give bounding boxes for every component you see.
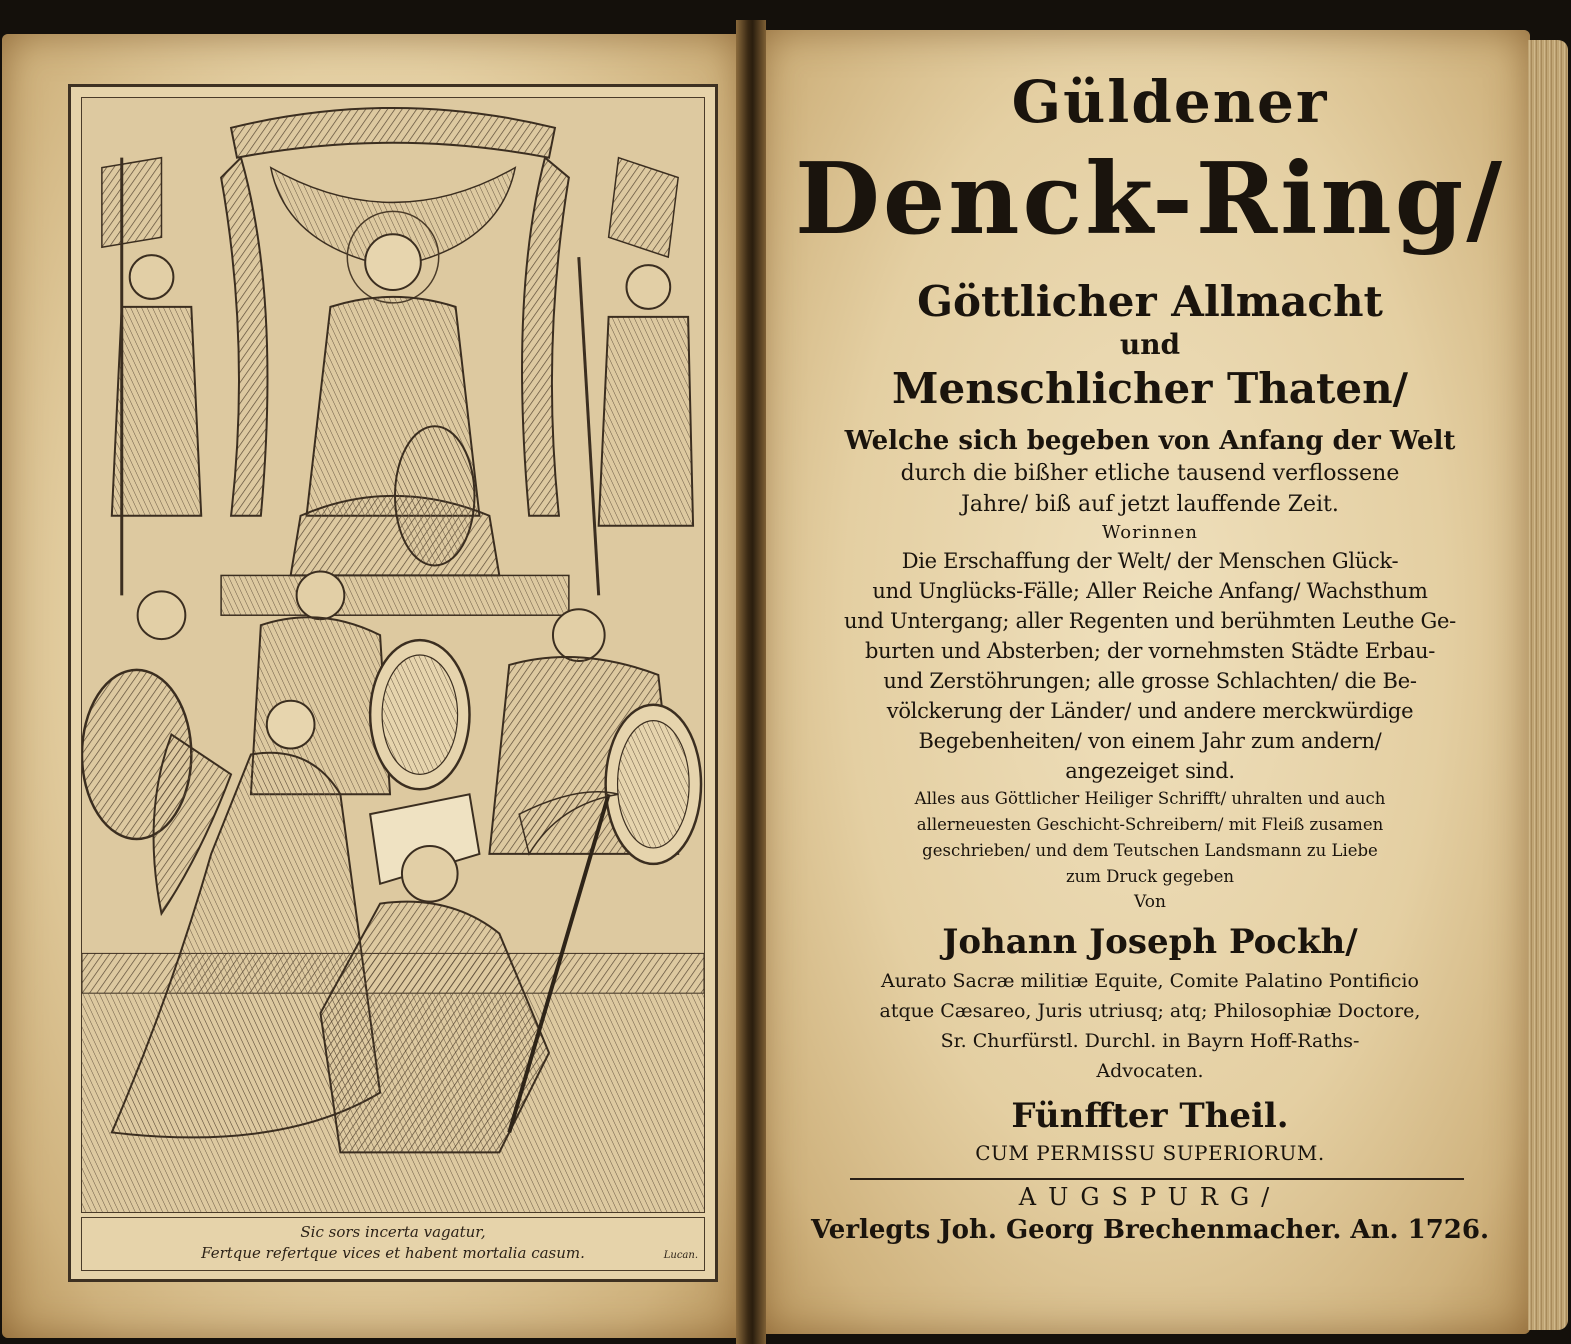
author-title-line: atque Cæsareo, Juris utriusq; atq; Philosophiæ Doctore, — [879, 1000, 1421, 1022]
author-titles — [790, 966, 1510, 1086]
contents-line: Begebenheiten/ von einem Jahr zum andern/ — [918, 729, 1382, 753]
title-page-text — [790, 70, 1510, 1248]
author-title-line: Aurato Sacræ militiæ Equite, Comite Palatino Pontificio — [881, 970, 1419, 992]
sources-line: allerneuesten Geschicht-Schreibern/ mit Fleiß zusamen — [916, 815, 1384, 834]
author-name: Johann Joseph Pockh/ — [942, 922, 1358, 962]
title-line-1: Güldener — [1011, 68, 1329, 136]
subtitle-line-2: Menschlicher Thaten/ — [892, 364, 1408, 413]
contents-line: angezeiget sind. — [1065, 759, 1235, 783]
caption-line-1: Sic sors incerta vagatur, — [300, 1223, 486, 1241]
description-line-3: Jahre/ biß auf jetzt lauffende Zeit. — [961, 492, 1339, 517]
page-edges — [1528, 40, 1568, 1330]
title-line-2: Denck-Ring/ — [794, 142, 1506, 257]
caption-signature: Lucan. — [663, 1250, 698, 1261]
engraving-image — [81, 97, 705, 1213]
imprint-rule — [850, 1178, 1464, 1180]
imprint-place: AUGSPURG/ — [1018, 1183, 1282, 1211]
contents-line: Die Erschaffung der Welt/ der Menschen Glück- — [901, 549, 1399, 573]
contents-line: und Untergang; aller Regenten und berühmten Leuthe Ge- — [844, 609, 1456, 633]
part-label: Fünffter Theil. — [1011, 1096, 1289, 1136]
author-title-line: Advocaten. — [1096, 1060, 1204, 1082]
contents-line: und Unglücks-Fälle; Aller Reiche Anfang/ Wachsthum — [872, 579, 1428, 603]
von-label: Von — [1134, 892, 1166, 912]
subtitle-line-1: Göttlicher Allmacht — [917, 277, 1383, 326]
sources-line: geschrieben/ und dem Teutschen Landsmann zu Liebe — [922, 841, 1378, 860]
subtitle-und: und — [1119, 328, 1181, 361]
contents-line: völckerung der Länder/ und andere merckwürdige — [886, 699, 1414, 723]
engraving-illustration — [82, 98, 704, 1212]
sources-paragraph — [790, 786, 1510, 890]
author-title-line: Sr. Churfürstl. Durchl. in Bayrn Hoff-Raths- — [940, 1030, 1360, 1052]
contents-line: burten und Absterben; der vornehmsten Städte Erbau- — [864, 639, 1436, 663]
description-line-1: Welche sich begeben von Anfang der Welt — [844, 426, 1456, 456]
contents-paragraph — [790, 546, 1510, 786]
book-gutter — [736, 20, 766, 1344]
description-line-2: durch die bißher etliche tausend verflossene — [900, 461, 1400, 486]
frontispiece-engraving — [68, 84, 718, 1282]
sources-line: Alles aus Göttlicher Heiliger Schrifft/ uhralten und auch — [914, 789, 1386, 808]
contents-line: und Zerstöhrungen; alle grosse Schlachten/ die Be- — [883, 669, 1417, 693]
sources-line: zum Druck gegeben — [1065, 867, 1235, 886]
caption-line-2: Fertque refertque vices et habent mortalia casum. — [201, 1244, 585, 1262]
permission-line: CUM PERMISSU SUPERIORUM. — [975, 1141, 1325, 1165]
engraving-caption — [81, 1217, 705, 1271]
worinnen-label: Worinnen — [1102, 522, 1198, 543]
imprint-publisher: Verlegts Joh. Georg Brechenmacher. An. 1726. — [810, 1215, 1490, 1245]
